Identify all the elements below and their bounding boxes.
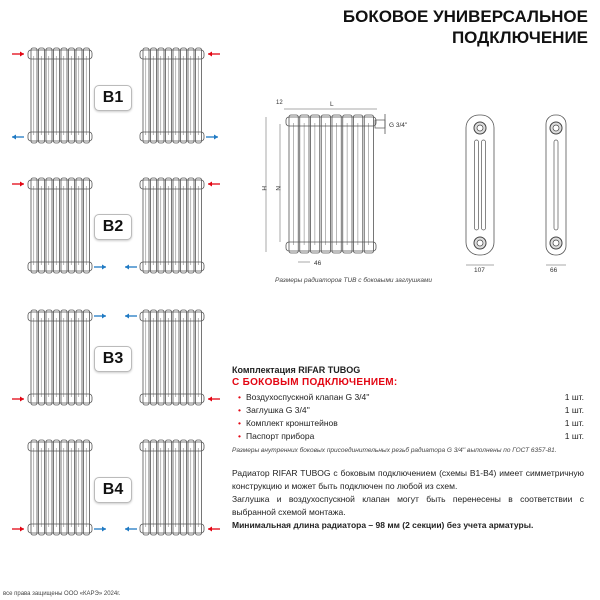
radiator-icon	[28, 178, 92, 273]
scheme-label-b3: B3	[94, 346, 132, 372]
description-p3: Минимальная длина радиатора – 98 мм (2 секции) без учета арматуры.	[232, 520, 534, 530]
kit-item-name: Комплект кронштейнов	[245, 418, 338, 428]
description-p2: Заглушка и воздухоспускной клапан могут быть перенесены в соответствии с выбранной схемой монтажа.	[232, 494, 584, 517]
scheme-label-b4: B4	[94, 477, 132, 503]
kit-item-qty: 1 шт.	[564, 405, 584, 415]
dim-length: L	[330, 101, 334, 108]
description-p1: Радиатор RIFAR TUBOG с боковым подключением (схемы В1-В4) имеет симметричную конструкцию и может быть подключен по любой из схем.	[232, 468, 584, 491]
drawing-caption: Размеры радиаторов TUB с боковыми заглушками	[275, 277, 433, 284]
scheme-label-b2: B2	[94, 214, 132, 240]
hot-arrow-icon	[208, 527, 220, 532]
title-line-2: ПОДКЛЮЧЕНИЕ	[451, 28, 588, 47]
kit-item-qty: 1 шт.	[564, 418, 584, 428]
title-line-1: БОКОВОЕ УНИВЕРСАЛЬНОЕ	[342, 7, 588, 26]
kit-item-name: Воздухоспускной клапан G 3/4''	[245, 392, 370, 402]
hot-arrow-icon	[12, 182, 24, 187]
side-view-2col	[546, 115, 566, 265]
kit-section	[232, 365, 584, 454]
hot-arrow-icon	[12, 52, 24, 57]
kit-item-name: Заглушка G 3/4''	[245, 405, 310, 415]
page-title	[343, 6, 588, 48]
hot-arrow-icon	[12, 527, 24, 532]
radiator-icon	[286, 115, 376, 253]
copyright: все права защищены ООО «КАРЭ» 2024г.	[3, 591, 121, 597]
radiator-icon	[140, 310, 204, 405]
radiator-icon	[28, 310, 92, 405]
radiator-icon	[28, 48, 92, 143]
cold-arrow-icon	[94, 265, 106, 270]
cold-arrow-icon	[125, 527, 137, 532]
kit-item: • Комплект кронштейнов 1 шт.	[238, 418, 584, 428]
cold-arrow-icon	[12, 135, 24, 140]
kit-item: • Паспорт прибора 1 шт.	[238, 431, 584, 441]
dim-thread: G 3/4''	[389, 122, 408, 129]
dim-depth: 107	[474, 267, 485, 274]
dim-top: 12	[276, 100, 283, 106]
dim-axis: N	[274, 186, 281, 191]
side-view-3col	[466, 115, 494, 265]
cold-arrow-icon	[125, 265, 137, 270]
scheme-label-b1: B1	[94, 85, 132, 111]
hot-arrow-icon	[208, 182, 220, 187]
cold-arrow-icon	[206, 135, 218, 140]
dim-depth: 66	[550, 267, 558, 274]
kit-note: Размеры внутренних боковых присоединительных резьб радиатора G 3/4'' выполнены по ГОСТ 6357-81.	[232, 447, 557, 454]
radiator-icon	[140, 48, 204, 143]
hot-arrow-icon	[12, 397, 24, 402]
kit-item-qty: 1 шт.	[564, 392, 584, 402]
kit-heading: Комплектация RIFAR TUBOG	[232, 365, 361, 375]
kit-item-qty: 1 шт.	[564, 431, 584, 441]
dim-section: 46	[314, 260, 322, 267]
radiator-icon	[140, 178, 204, 273]
radiator-icon	[28, 440, 92, 535]
dim-height: H	[260, 186, 267, 191]
kit-item: • Воздухоспускной клапан G 3/4'' 1 шт.	[238, 392, 584, 402]
hot-arrow-icon	[208, 397, 220, 402]
kit-subheading: С БОКОВЫМ ПОДКЛЮЧЕНИЕМ:	[232, 377, 398, 388]
kit-item-name: Паспорт прибора	[245, 431, 315, 441]
cold-arrow-icon	[125, 314, 137, 319]
cold-arrow-icon	[94, 314, 106, 319]
description	[232, 467, 584, 532]
radiator-icon	[140, 440, 204, 535]
hot-arrow-icon	[208, 52, 220, 57]
cold-arrow-icon	[94, 527, 106, 532]
kit-item: • Заглушка G 3/4'' 1 шт.	[238, 405, 584, 415]
